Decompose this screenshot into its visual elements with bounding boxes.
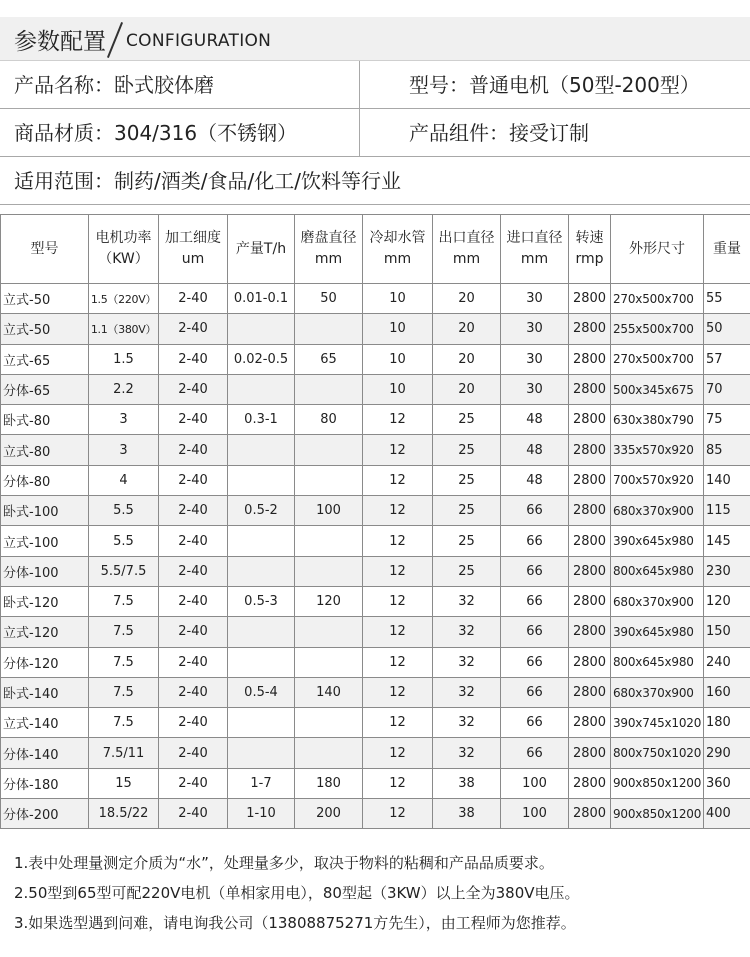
info-row-material-component	[0, 109, 750, 157]
cell-disc-diameter	[295, 465, 363, 495]
cell-inlet-diameter: 66	[501, 738, 569, 768]
cell-model: 卧式-100	[1, 496, 89, 526]
cell-dimensions: 390x645x980	[611, 617, 704, 647]
cell-weight: 240	[704, 647, 750, 677]
cell-speed: 2800	[569, 677, 611, 707]
cell-outlet-diameter: 32	[433, 586, 501, 616]
cell-outlet-diameter: 25	[433, 405, 501, 435]
cell-fineness: 2-40	[159, 617, 228, 647]
header-cooling-pipe	[363, 215, 433, 284]
cell-outlet-diameter: 32	[433, 738, 501, 768]
cell-cooling-pipe: 12	[363, 496, 433, 526]
info-row-name-model	[0, 61, 750, 109]
table-row	[1, 708, 750, 738]
cell-capacity	[228, 314, 295, 344]
cell-inlet-diameter: 30	[501, 374, 569, 404]
cell-cooling-pipe: 10	[363, 314, 433, 344]
info-row-scope	[0, 157, 750, 205]
cell-speed: 2800	[569, 708, 611, 738]
cell-fineness: 2-40	[159, 435, 228, 465]
cell-cooling-pipe: 12	[363, 708, 433, 738]
cell-speed: 2800	[569, 284, 611, 314]
cell-dimensions: 680x370x900	[611, 496, 704, 526]
cell-model: 立式-65	[1, 344, 89, 374]
header-motor-power	[89, 215, 159, 284]
cell-inlet-diameter: 30	[501, 284, 569, 314]
header-weight	[704, 215, 750, 284]
header-label: 磨盘直径	[300, 230, 357, 246]
cell-outlet-diameter: 20	[433, 314, 501, 344]
cell-fineness: 2-40	[159, 405, 228, 435]
table-row	[1, 314, 750, 344]
cell-inlet-diameter: 66	[501, 677, 569, 707]
cell-motor-power: 7.5	[89, 617, 159, 647]
cell-speed: 2800	[569, 374, 611, 404]
cell-speed: 2800	[569, 799, 611, 829]
cell-speed: 2800	[569, 435, 611, 465]
header-label: 型号	[30, 240, 59, 257]
cell-model: 分体-100	[1, 556, 89, 586]
cell-weight: 400	[704, 799, 750, 829]
cell-fineness: 2-40	[159, 314, 228, 344]
cell-fineness: 2-40	[159, 677, 228, 707]
cell-motor-power: 5.5	[89, 526, 159, 556]
table-row	[1, 768, 750, 798]
cell-model: 分体-65	[1, 374, 89, 404]
cell-dimensions: 500x345x675	[611, 374, 704, 404]
cell-weight: 57	[704, 344, 750, 374]
cell-disc-diameter: 200	[295, 799, 363, 829]
cell-inlet-diameter: 66	[501, 496, 569, 526]
cell-capacity: 0.5-3	[228, 586, 295, 616]
application-scope: 适用范围：制药/酒类/食品/化工/饮料等行业	[14, 169, 401, 193]
header-label: 产量T/h	[235, 240, 287, 257]
cell-motor-power: 1.5	[89, 344, 159, 374]
cell-motor-power: 7.5	[89, 647, 159, 677]
cell-weight: 150	[704, 617, 750, 647]
cell-speed: 2800	[569, 556, 611, 586]
cell-fineness: 2-40	[159, 284, 228, 314]
cell-outlet-diameter: 25	[433, 556, 501, 586]
cell-cooling-pipe: 12	[363, 465, 433, 495]
table-row	[1, 556, 750, 586]
table-row	[1, 405, 750, 435]
cell-motor-power: 3	[89, 435, 159, 465]
cell-outlet-diameter: 38	[433, 768, 501, 798]
cell-outlet-diameter: 32	[433, 647, 501, 677]
cell-model: 分体-200	[1, 799, 89, 829]
cell-model: 卧式-140	[1, 677, 89, 707]
table-row	[1, 586, 750, 616]
cell-weight: 115	[704, 496, 750, 526]
cell-capacity	[228, 556, 295, 586]
cell-speed: 2800	[569, 738, 611, 768]
cell-disc-diameter: 180	[295, 768, 363, 798]
cell-motor-power: 1.1（380V）	[89, 314, 159, 344]
header-outlet-diameter	[433, 215, 501, 284]
cell-speed: 2800	[569, 465, 611, 495]
cell-fineness: 2-40	[159, 647, 228, 677]
table-row	[1, 374, 750, 404]
cell-disc-diameter	[295, 435, 363, 465]
cell-dimensions: 700x570x920	[611, 465, 704, 495]
cell-capacity: 1-7	[228, 768, 295, 798]
header-disc-diameter	[295, 215, 363, 284]
cell-capacity: 0.5-2	[228, 496, 295, 526]
cell-inlet-diameter: 48	[501, 465, 569, 495]
cell-motor-power: 1.5（220V）	[89, 284, 159, 314]
cell-weight: 75	[704, 405, 750, 435]
cell-capacity: 1-10	[228, 799, 295, 829]
header-capacity	[228, 215, 295, 284]
table-row	[1, 465, 750, 495]
header-label: 转速	[575, 230, 604, 246]
cell-model: 立式-50	[1, 284, 89, 314]
cell-dimensions: 390x645x980	[611, 526, 704, 556]
section-title: 参数配置	[14, 29, 106, 55]
cell-model: 分体-140	[1, 738, 89, 768]
cell-model: 卧式-80	[1, 405, 89, 435]
cell-speed: 2800	[569, 526, 611, 556]
product-model: 型号：普通电机（50型-200型）	[409, 73, 700, 97]
cell-fineness: 2-40	[159, 374, 228, 404]
header-label: 外形尺寸	[629, 240, 685, 257]
cell-motor-power: 7.5	[89, 708, 159, 738]
column-divider	[359, 109, 360, 157]
cell-inlet-diameter: 66	[501, 708, 569, 738]
cell-disc-diameter: 65	[295, 344, 363, 374]
cell-capacity: 0.3-1	[228, 405, 295, 435]
section-subtitle: CONFIGURATION	[126, 31, 272, 51]
cell-inlet-diameter: 30	[501, 314, 569, 344]
cell-disc-diameter: 80	[295, 405, 363, 435]
cell-disc-diameter: 120	[295, 586, 363, 616]
cell-outlet-diameter: 25	[433, 465, 501, 495]
table-row	[1, 344, 750, 374]
cell-speed: 2800	[569, 314, 611, 344]
cell-outlet-diameter: 20	[433, 344, 501, 374]
cell-model: 分体-120	[1, 647, 89, 677]
cell-cooling-pipe: 12	[363, 617, 433, 647]
cell-capacity	[228, 526, 295, 556]
cell-weight: 230	[704, 556, 750, 586]
cell-cooling-pipe: 12	[363, 768, 433, 798]
header-speed	[569, 215, 611, 284]
cell-model: 分体-180	[1, 768, 89, 798]
cell-inlet-diameter: 100	[501, 768, 569, 798]
table-row	[1, 435, 750, 465]
table-row	[1, 617, 750, 647]
cell-dimensions: 270x500x700	[611, 284, 704, 314]
cell-dimensions: 900x850x1200	[611, 799, 704, 829]
slash-divider	[107, 22, 123, 58]
cell-inlet-diameter: 66	[501, 526, 569, 556]
cell-speed: 2800	[569, 768, 611, 798]
cell-model: 分体-80	[1, 465, 89, 495]
header-label: 重量	[713, 240, 741, 257]
cell-fineness: 2-40	[159, 526, 228, 556]
cell-outlet-diameter: 25	[433, 526, 501, 556]
cell-disc-diameter: 50	[295, 284, 363, 314]
cell-weight: 145	[704, 526, 750, 556]
cell-inlet-diameter: 48	[501, 435, 569, 465]
table-header-row	[1, 215, 750, 284]
product-name: 产品名称：卧式胶体磨	[14, 73, 214, 97]
notes	[14, 848, 580, 938]
cell-outlet-diameter: 25	[433, 496, 501, 526]
cell-weight: 180	[704, 708, 750, 738]
cell-weight: 50	[704, 314, 750, 344]
table-row	[1, 526, 750, 556]
cell-dimensions: 270x500x700	[611, 344, 704, 374]
cell-disc-diameter	[295, 526, 363, 556]
cell-weight: 120	[704, 586, 750, 616]
header-label: 加工细度	[165, 230, 221, 246]
cell-disc-diameter: 140	[295, 677, 363, 707]
cell-disc-diameter	[295, 708, 363, 738]
cell-disc-diameter	[295, 617, 363, 647]
cell-cooling-pipe: 10	[363, 374, 433, 404]
cell-weight: 360	[704, 768, 750, 798]
cell-speed: 2800	[569, 405, 611, 435]
cell-fineness: 2-40	[159, 556, 228, 586]
table-row	[1, 738, 750, 768]
cell-inlet-diameter: 66	[501, 556, 569, 586]
cell-motor-power: 5.5	[89, 496, 159, 526]
header-fineness	[159, 215, 228, 284]
cell-outlet-diameter: 32	[433, 617, 501, 647]
cell-outlet-diameter: 32	[433, 677, 501, 707]
cell-inlet-diameter: 48	[501, 405, 569, 435]
cell-dimensions: 680x370x900	[611, 677, 704, 707]
cell-fineness: 2-40	[159, 768, 228, 798]
header-unit: mm	[452, 251, 481, 267]
header-unit: um	[181, 251, 205, 267]
cell-fineness: 2-40	[159, 496, 228, 526]
table-row	[1, 799, 750, 829]
header-label: 电机功率	[95, 230, 152, 246]
header-unit: mm	[314, 251, 343, 267]
cell-inlet-diameter: 66	[501, 647, 569, 677]
cell-model: 立式-140	[1, 708, 89, 738]
cell-motor-power: 3	[89, 405, 159, 435]
cell-cooling-pipe: 12	[363, 435, 433, 465]
cell-cooling-pipe: 10	[363, 344, 433, 374]
cell-disc-diameter	[295, 738, 363, 768]
cell-weight: 290	[704, 738, 750, 768]
cell-capacity	[228, 374, 295, 404]
cell-fineness: 2-40	[159, 738, 228, 768]
cell-fineness: 2-40	[159, 586, 228, 616]
cell-speed: 2800	[569, 586, 611, 616]
cell-model: 卧式-120	[1, 586, 89, 616]
table-row	[1, 496, 750, 526]
cell-disc-diameter	[295, 556, 363, 586]
cell-dimensions: 390x745x1020	[611, 708, 704, 738]
cell-weight: 85	[704, 435, 750, 465]
cell-cooling-pipe: 12	[363, 677, 433, 707]
cell-dimensions: 800x645x980	[611, 556, 704, 586]
section-header	[0, 17, 750, 61]
cell-speed: 2800	[569, 647, 611, 677]
cell-model: 立式-100	[1, 526, 89, 556]
cell-disc-diameter	[295, 314, 363, 344]
table-body	[1, 284, 750, 829]
cell-dimensions: 630x380x790	[611, 405, 704, 435]
cell-motor-power: 7.5	[89, 677, 159, 707]
note-item: 1.表中处理量测定介质为“水”，处理量多少，取决于物料的粘稠和产品品质要求。	[14, 854, 554, 872]
table-row	[1, 677, 750, 707]
cell-speed: 2800	[569, 344, 611, 374]
table-row	[1, 284, 750, 314]
cell-capacity	[228, 708, 295, 738]
header-label: 进口直径	[506, 230, 563, 246]
cell-outlet-diameter: 38	[433, 799, 501, 829]
cell-capacity	[228, 617, 295, 647]
product-material: 商品材质：304/316（不锈钢）	[14, 121, 298, 145]
cell-fineness: 2-40	[159, 708, 228, 738]
cell-outlet-diameter: 20	[433, 374, 501, 404]
header-dimensions	[611, 215, 704, 284]
note-item: 3.如果选型遇到问难，请电询我公司（13808875271方先生），由工程师为您推荐。	[14, 914, 576, 932]
cell-outlet-diameter: 25	[433, 435, 501, 465]
cell-motor-power: 7.5	[89, 586, 159, 616]
header-label: 冷却水管	[369, 230, 426, 246]
cell-dimensions: 800x645x980	[611, 647, 704, 677]
header-model	[1, 215, 89, 284]
cell-motor-power: 18.5/22	[89, 799, 159, 829]
cell-capacity	[228, 465, 295, 495]
cell-outlet-diameter: 20	[433, 284, 501, 314]
cell-disc-diameter: 100	[295, 496, 363, 526]
cell-outlet-diameter: 32	[433, 708, 501, 738]
cell-motor-power: 2.2	[89, 374, 159, 404]
cell-motor-power: 7.5/11	[89, 738, 159, 768]
cell-cooling-pipe: 12	[363, 799, 433, 829]
cell-dimensions: 800x750x1020	[611, 738, 704, 768]
header-inlet-diameter	[501, 215, 569, 284]
cell-model: 立式-120	[1, 617, 89, 647]
cell-model: 立式-50	[1, 314, 89, 344]
cell-inlet-diameter: 100	[501, 799, 569, 829]
cell-disc-diameter	[295, 374, 363, 404]
cell-weight: 140	[704, 465, 750, 495]
cell-dimensions: 680x370x900	[611, 586, 704, 616]
header-unit: rmp	[575, 251, 604, 267]
cell-capacity	[228, 738, 295, 768]
cell-cooling-pipe: 12	[363, 647, 433, 677]
cell-fineness: 2-40	[159, 799, 228, 829]
cell-dimensions: 335x570x920	[611, 435, 704, 465]
table-row	[1, 647, 750, 677]
cell-capacity: 0.01-0.1	[228, 284, 295, 314]
header-label: 出口直径	[438, 230, 495, 246]
cell-cooling-pipe: 10	[363, 284, 433, 314]
cell-weight: 160	[704, 677, 750, 707]
cell-motor-power: 5.5/7.5	[89, 556, 159, 586]
cell-capacity	[228, 435, 295, 465]
cell-cooling-pipe: 12	[363, 526, 433, 556]
cell-speed: 2800	[569, 617, 611, 647]
cell-dimensions: 900x850x1200	[611, 768, 704, 798]
header-unit: mm	[383, 251, 412, 267]
cell-disc-diameter	[295, 647, 363, 677]
cell-motor-power: 15	[89, 768, 159, 798]
cell-inlet-diameter: 66	[501, 617, 569, 647]
cell-fineness: 2-40	[159, 465, 228, 495]
note-item: 2.50型到65型可配220V电机（单相家用电），80型起（3KW）以上全为380V电压。	[14, 884, 580, 902]
cell-capacity	[228, 647, 295, 677]
spec-table	[0, 214, 750, 829]
cell-cooling-pipe: 12	[363, 586, 433, 616]
cell-inlet-diameter: 66	[501, 586, 569, 616]
cell-speed: 2800	[569, 496, 611, 526]
product-component: 产品组件：接受订制	[409, 121, 589, 145]
cell-capacity: 0.5-4	[228, 677, 295, 707]
header-unit: mm	[520, 251, 549, 267]
cell-cooling-pipe: 12	[363, 738, 433, 768]
cell-weight: 70	[704, 374, 750, 404]
cell-cooling-pipe: 12	[363, 556, 433, 586]
cell-motor-power: 4	[89, 465, 159, 495]
cell-capacity: 0.02-0.5	[228, 344, 295, 374]
cell-inlet-diameter: 30	[501, 344, 569, 374]
cell-dimensions: 255x500x700	[611, 314, 704, 344]
cell-weight: 55	[704, 284, 750, 314]
cell-cooling-pipe: 12	[363, 405, 433, 435]
header-unit: （KW）	[98, 251, 149, 267]
cell-fineness: 2-40	[159, 344, 228, 374]
column-divider	[359, 61, 360, 109]
cell-model: 立式-80	[1, 435, 89, 465]
